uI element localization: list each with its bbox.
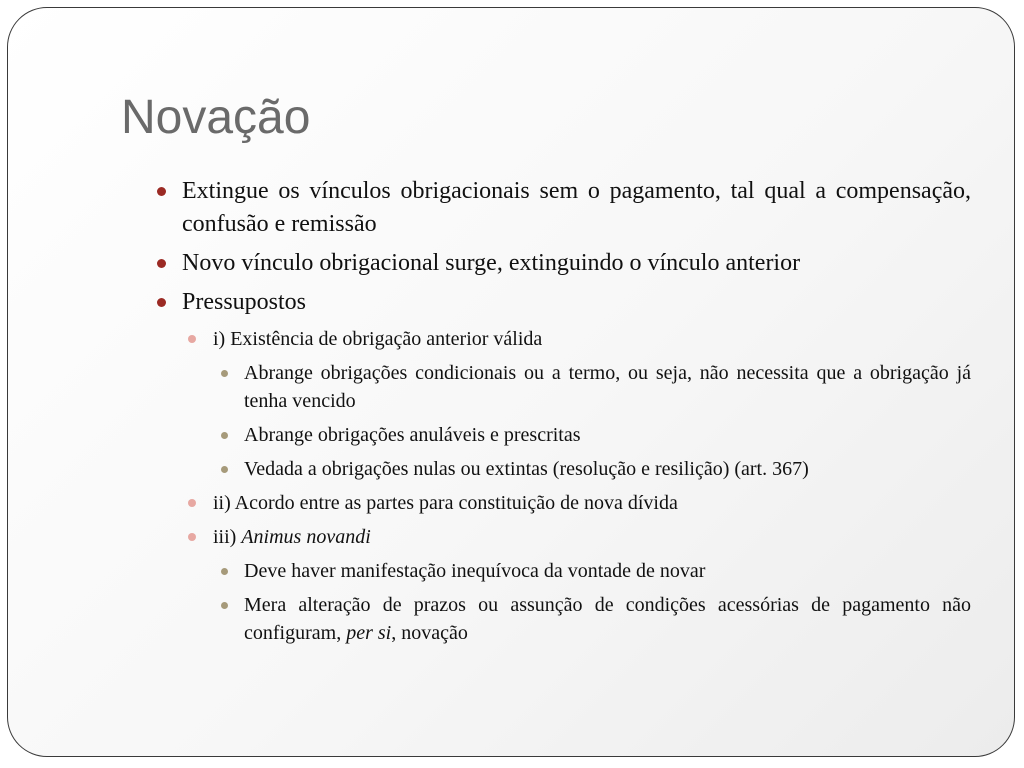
- bullet-dot-icon: [221, 466, 228, 473]
- bullet-text: ii) Acordo entre as partes para constituição de nova dívida: [213, 492, 678, 514]
- bullet-dot-icon: [221, 370, 228, 377]
- bullet-text: [213, 526, 371, 548]
- sub-bullet-item: [181, 523, 971, 551]
- bullet-text: Vedada a obrigações nulas ou extintas (resolução e resilição) (art. 367): [244, 458, 809, 480]
- sub-bullet-item: [181, 489, 971, 517]
- bullet-dot-icon: [221, 568, 228, 575]
- bullet-dot-icon: [188, 533, 196, 541]
- bullet-dot-icon: [188, 499, 196, 507]
- bullet-suffix: , novação: [391, 622, 468, 644]
- sub-sub-bullet-item: [213, 557, 971, 585]
- bullet-text: Abrange obrigações condicionais ou a termo, ou seja, não necessita que a obrigação já tenha vencido: [244, 362, 971, 412]
- bullet-prefix: iii): [213, 526, 242, 548]
- sub-sub-bullet-item: [213, 591, 971, 647]
- bullet-text: Novo vínculo obrigacional surge, extinguindo o vínculo anterior: [182, 250, 801, 276]
- bullet-dot-icon: [157, 187, 166, 196]
- sub-sub-bullet-item: [213, 455, 971, 483]
- bullet-text: Deve haver manifestação inequívoca da vontade de novar: [244, 560, 706, 582]
- slide: [7, 7, 1015, 757]
- bullet-item: [151, 247, 971, 280]
- bullet-dot-icon: [188, 335, 196, 343]
- sub-sub-bullet-item: [213, 421, 971, 449]
- bullet-dot-icon: [157, 259, 166, 268]
- bullet-item: [151, 175, 971, 241]
- slide-content: [151, 175, 971, 653]
- bullet-item: [151, 286, 971, 319]
- sub-bullet-item: [181, 325, 971, 353]
- bullet-dot-icon: [157, 298, 166, 307]
- bullet-text: Abrange obrigações anuláveis e prescritas: [244, 424, 581, 446]
- bullet-dot-icon: [221, 602, 228, 609]
- bullet-text: [244, 594, 971, 644]
- bullet-text: Pressupostos: [182, 289, 307, 315]
- sub-sub-bullet-item: [213, 359, 971, 415]
- bullet-dot-icon: [221, 432, 228, 439]
- bullet-italic: Animus novandi: [241, 526, 371, 548]
- bullet-text: i) Existência de obrigação anterior válida: [213, 328, 543, 350]
- slide-title: Novação: [121, 91, 311, 144]
- bullet-text: Extingue os vínculos obrigacionais sem o pagamento, tal qual a compensação, confusão e remissão: [182, 178, 971, 237]
- bullet-main: Mera alteração de prazos ou assunção de condições acessórias de pagamento não configuram,: [244, 594, 971, 644]
- bullet-italic: per si: [346, 622, 392, 644]
